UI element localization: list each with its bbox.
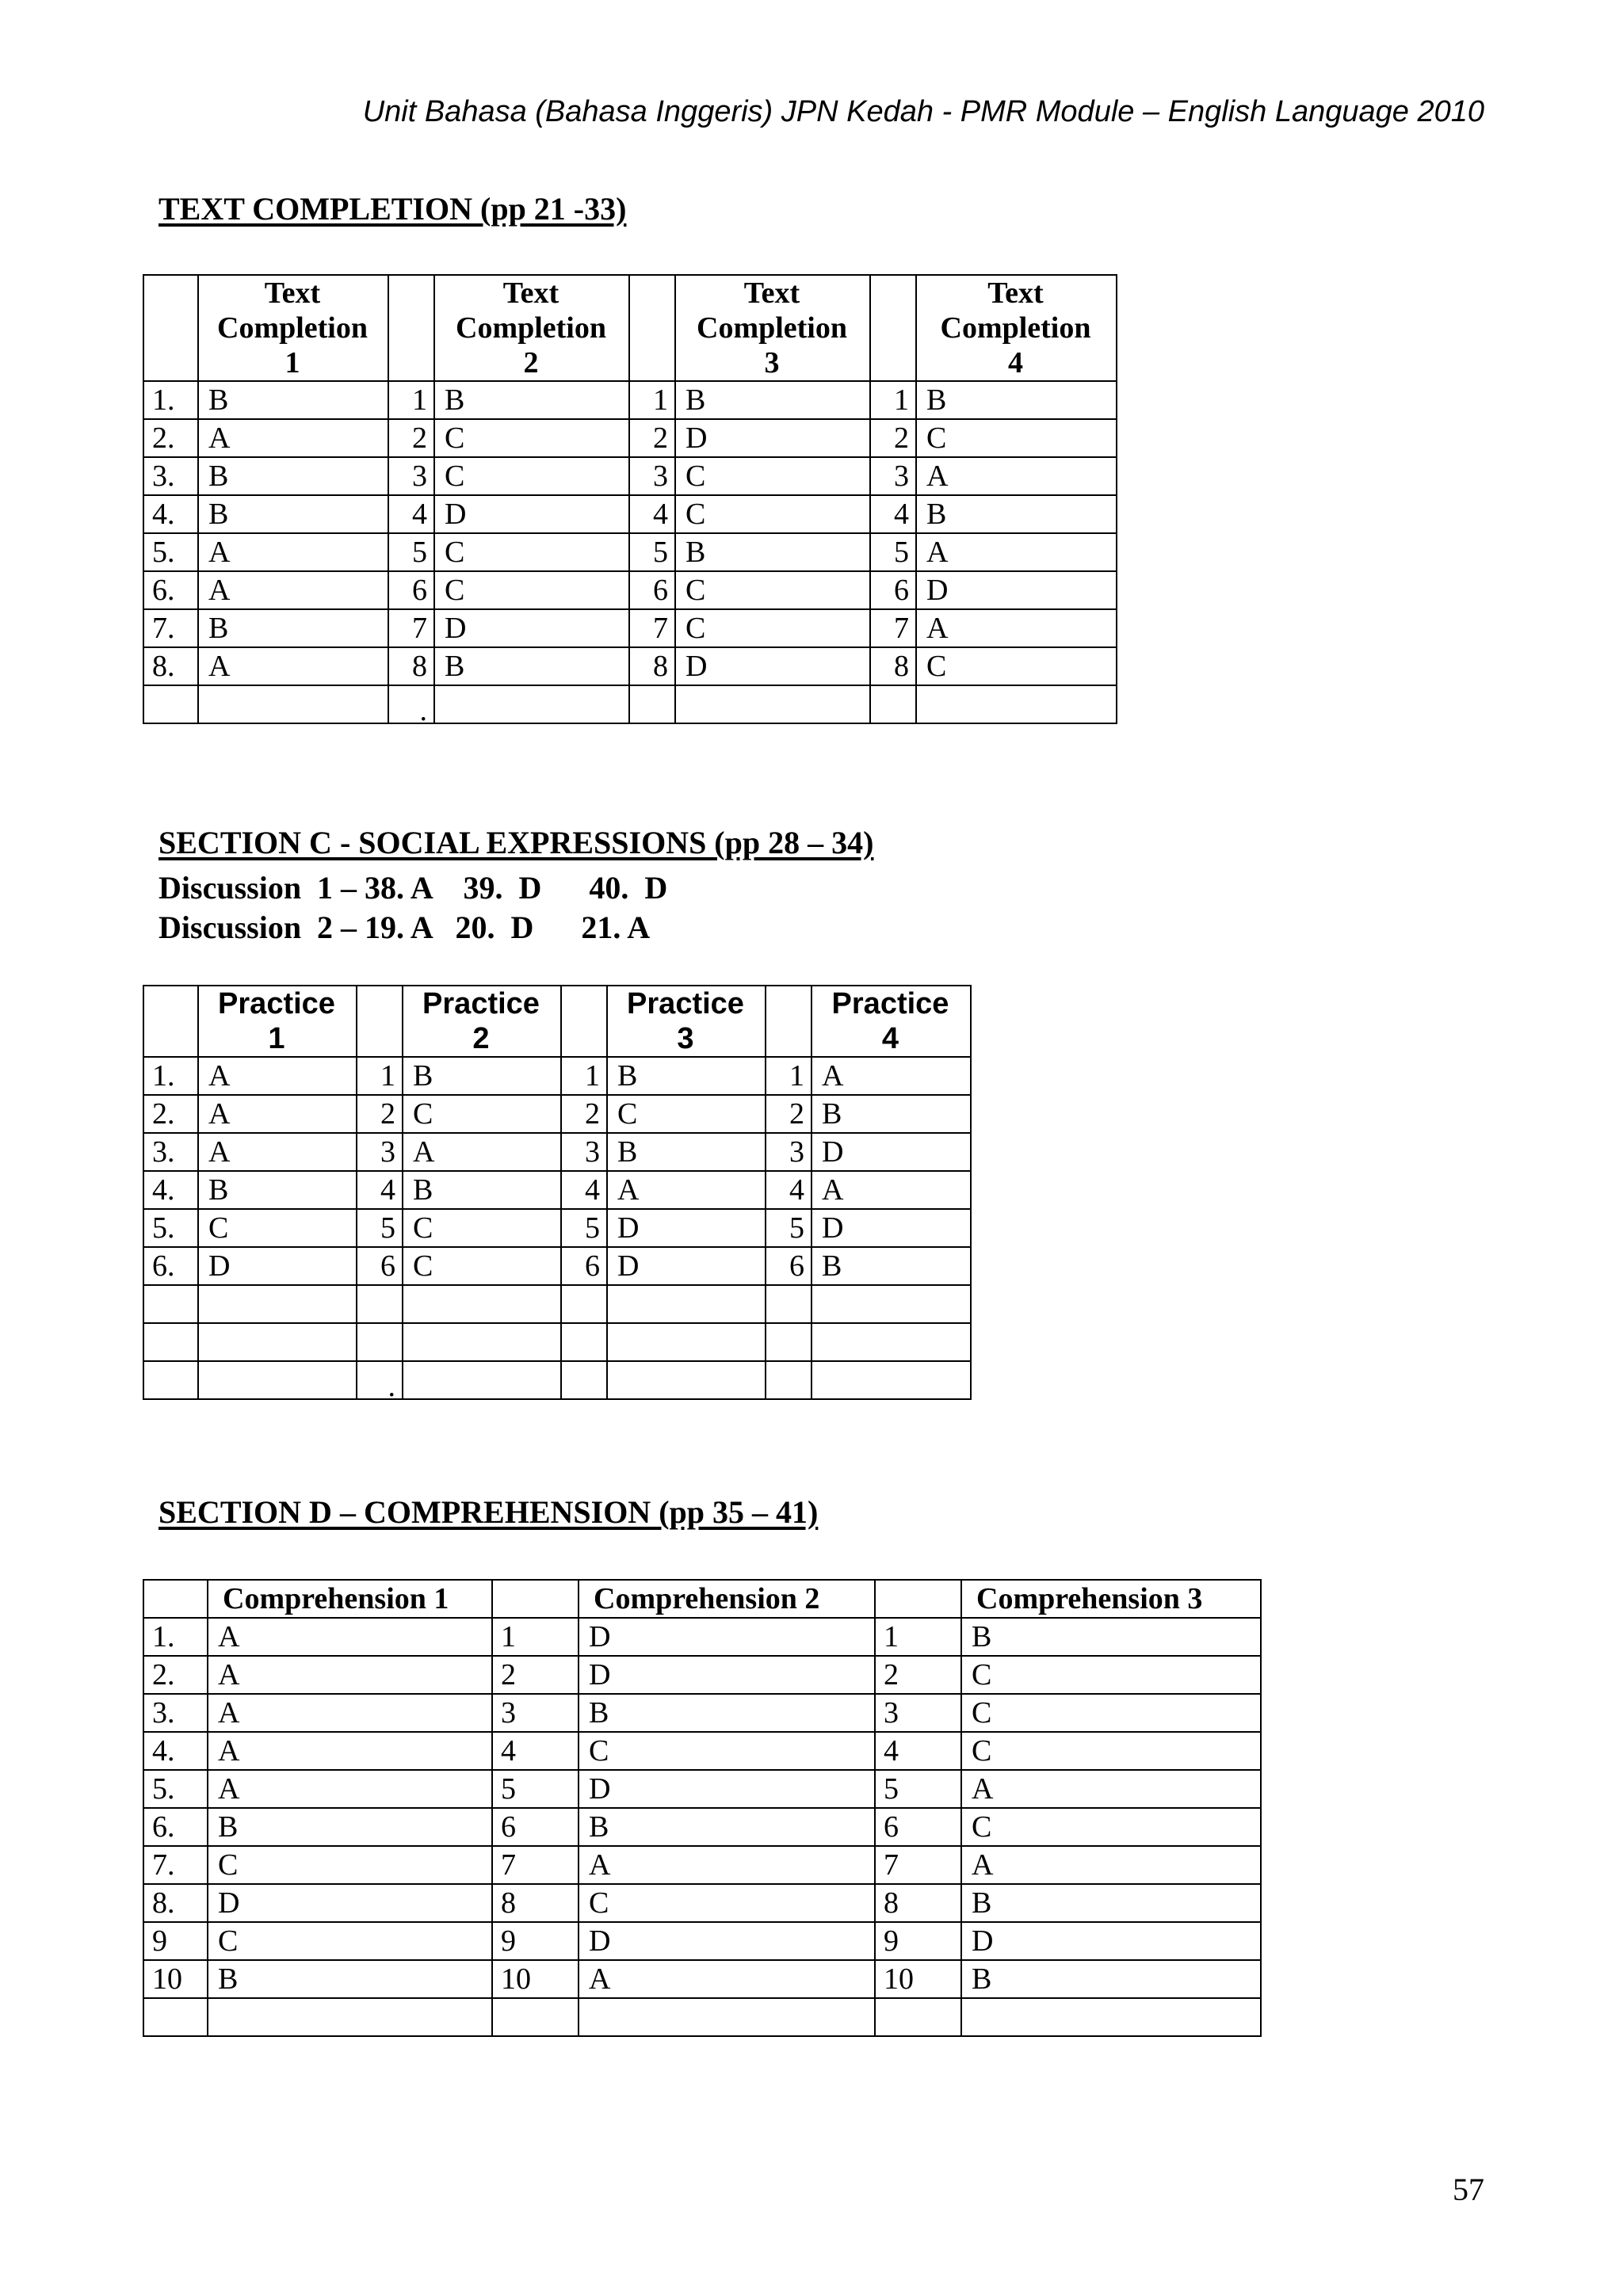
question-number-cell: 4 [357, 1171, 403, 1209]
question-number-cell: 3. [143, 1133, 198, 1171]
header-number-cell [143, 275, 198, 381]
column-header [198, 986, 357, 1057]
column-header-line: Text [264, 277, 321, 310]
header-number-cell [561, 986, 607, 1057]
question-number-cell: 6 [388, 571, 434, 609]
table-row [143, 1361, 971, 1399]
question-number-cell [870, 685, 916, 723]
answer-cell [607, 1285, 766, 1323]
question-number-cell: 6 [492, 1808, 579, 1846]
table-row [143, 495, 1117, 533]
answer-cell: A [208, 1732, 492, 1770]
answer-cell: C [675, 495, 870, 533]
answer-cell: A [916, 533, 1117, 571]
column-header-line: Completion [456, 311, 606, 345]
answer-cell: A [607, 1171, 766, 1209]
question-number-cell: 1. [143, 381, 198, 419]
column-header-line: 3 [764, 346, 780, 379]
question-number-cell [357, 1323, 403, 1361]
comprehension-header-row [143, 1580, 1261, 1618]
question-number-cell: 2. [143, 1095, 198, 1133]
question-number-cell [561, 1285, 607, 1323]
answer-cell: A [198, 533, 388, 571]
question-number-cell: 2 [561, 1095, 607, 1133]
answer-cell: B [675, 533, 870, 571]
table-row [143, 1770, 1261, 1808]
question-number-cell: 8. [143, 1884, 208, 1922]
text-completion-table [143, 274, 1117, 724]
text-completion-title: TEXT COMPLETION (pp 21 -33) [158, 191, 627, 227]
answer-cell: C [675, 609, 870, 647]
question-number-cell: 8 [870, 647, 916, 685]
answer-cell: B [198, 1171, 357, 1209]
table-row [143, 419, 1117, 457]
answer-cell: C [607, 1095, 766, 1133]
table-row [143, 1247, 971, 1285]
social-expressions-header-row [143, 986, 971, 1057]
question-number-cell: 6 [766, 1247, 812, 1285]
answer-cell: D [961, 1922, 1261, 1960]
question-number-cell: 1 [388, 381, 434, 419]
question-number-cell: 3. [143, 1694, 208, 1732]
answer-cell: D [675, 419, 870, 457]
question-number-cell: . [388, 685, 434, 723]
table-row [143, 1732, 1261, 1770]
table-row [143, 685, 1117, 723]
question-number-cell [143, 1323, 198, 1361]
answer-cell: A [198, 571, 388, 609]
column-header-line: Practice [218, 987, 335, 1020]
answer-cell: A [961, 1846, 1261, 1884]
answer-cell: B [812, 1095, 971, 1133]
running-header: Unit Bahasa (Bahasa Inggeris) JPN Kedah - PMR Module – English Language 2010 [362, 95, 1484, 128]
discussion-2-answers: Discussion 2 – 19. A 20. D 21. A [158, 910, 651, 945]
column-header-line: Text [743, 277, 800, 310]
question-number-cell: 7 [388, 609, 434, 647]
answer-cell: C [208, 1846, 492, 1884]
answer-cell: D [579, 1922, 875, 1960]
answer-cell: A [812, 1057, 971, 1095]
column-header-line: 1 [268, 1022, 285, 1055]
question-number-cell: 6 [870, 571, 916, 609]
answer-cell: C [434, 457, 629, 495]
answer-cell: A [208, 1656, 492, 1694]
question-number-cell: 2 [492, 1656, 579, 1694]
answer-cell: B [607, 1057, 766, 1095]
column-header [607, 986, 766, 1057]
answer-cell: B [579, 1808, 875, 1846]
answer-cell: A [916, 609, 1117, 647]
column-header [916, 275, 1117, 381]
question-number-cell: 7 [875, 1846, 961, 1884]
header-number-cell [766, 986, 812, 1057]
question-number-cell: 5. [143, 1770, 208, 1808]
question-number-cell: 4. [143, 1732, 208, 1770]
column-header-line: Completion [940, 311, 1091, 345]
question-number-cell [492, 1998, 579, 2036]
answer-cell: A [198, 419, 388, 457]
answer-cell [208, 1998, 492, 2036]
answer-cell [403, 1361, 561, 1399]
column-header-line: Text [987, 277, 1044, 310]
question-number-cell: 4 [561, 1171, 607, 1209]
answer-cell [198, 1323, 357, 1361]
table-row [143, 1209, 971, 1247]
answer-cell: A [208, 1694, 492, 1732]
table-row [143, 609, 1117, 647]
question-number-cell: 1 [561, 1057, 607, 1095]
table-row [143, 1618, 1261, 1656]
column-header-line: Text [502, 277, 559, 310]
question-number-cell [357, 1285, 403, 1323]
question-number-cell: 7 [870, 609, 916, 647]
question-number-cell: 6. [143, 1808, 208, 1846]
question-number-cell: 6 [875, 1808, 961, 1846]
table-row [143, 1998, 1261, 2036]
table-row [143, 533, 1117, 571]
answer-cell: D [579, 1618, 875, 1656]
column-header [675, 275, 870, 381]
answer-cell: C [403, 1247, 561, 1285]
question-number-cell: 3 [492, 1694, 579, 1732]
question-number-cell: 6. [143, 571, 198, 609]
question-number-cell: 5. [143, 1209, 198, 1247]
table-row [143, 1133, 971, 1171]
table-row [143, 457, 1117, 495]
question-number-cell: 6 [629, 571, 675, 609]
table-row [143, 1057, 971, 1095]
answer-cell: A [961, 1770, 1261, 1808]
question-number-cell: 1. [143, 1057, 198, 1095]
question-number-cell: 1. [143, 1618, 208, 1656]
answer-cell: A [198, 647, 388, 685]
question-number-cell: 3 [766, 1133, 812, 1171]
comprehension-table [143, 1579, 1262, 2037]
table-row [143, 1694, 1261, 1732]
answer-cell: D [579, 1656, 875, 1694]
header-number-cell [875, 1580, 961, 1618]
question-number-cell: 2 [629, 419, 675, 457]
question-number-cell: 1 [357, 1057, 403, 1095]
answer-cell: B [403, 1171, 561, 1209]
answer-cell: C [675, 571, 870, 609]
column-header-line: Practice [627, 987, 744, 1020]
answer-cell: D [607, 1247, 766, 1285]
header-number-cell [492, 1580, 579, 1618]
question-number-cell: 4. [143, 1171, 198, 1209]
table-row [143, 571, 1117, 609]
answer-cell: D [812, 1209, 971, 1247]
header-number-cell [388, 275, 434, 381]
column-header-line: 4 [1008, 346, 1023, 379]
answer-cell [675, 685, 870, 723]
question-number-cell: 6 [357, 1247, 403, 1285]
answer-cell: D [208, 1884, 492, 1922]
page-number: 57 [1453, 2172, 1484, 2207]
column-header: Comprehension 1 [208, 1580, 492, 1618]
question-number-cell: 1 [629, 381, 675, 419]
question-number-cell: 8 [875, 1884, 961, 1922]
answer-cell [607, 1323, 766, 1361]
table-row [143, 1095, 971, 1133]
column-header-line: 2 [472, 1022, 490, 1055]
column-header-line: Completion [217, 311, 368, 345]
answer-cell: B [208, 1960, 492, 1998]
answer-cell [812, 1323, 971, 1361]
answer-cell: C [961, 1808, 1261, 1846]
answer-cell: C [434, 533, 629, 571]
question-number-cell: 9 [875, 1922, 961, 1960]
column-header-line: 4 [881, 1022, 899, 1055]
column-header [812, 986, 971, 1057]
answer-cell: A [579, 1846, 875, 1884]
question-number-cell: 10 [492, 1960, 579, 1998]
column-header: Comprehension 2 [579, 1580, 875, 1618]
question-number-cell [766, 1361, 812, 1399]
question-number-cell: 5 [870, 533, 916, 571]
answer-cell: A [198, 1095, 357, 1133]
question-number-cell: 7. [143, 609, 198, 647]
question-number-cell: 5 [766, 1209, 812, 1247]
table-row [143, 1285, 971, 1323]
answer-cell: D [434, 495, 629, 533]
answer-cell: B [916, 381, 1117, 419]
table-row [143, 1171, 971, 1209]
answer-cell: B [403, 1057, 561, 1095]
column-header-line: Completion [697, 311, 847, 345]
answer-cell: C [961, 1694, 1261, 1732]
question-number-cell: 8 [388, 647, 434, 685]
answer-cell: B [198, 381, 388, 419]
social-expressions-table [143, 985, 972, 1400]
question-number-cell: 4. [143, 495, 198, 533]
answer-cell [198, 685, 388, 723]
question-number-cell: 5. [143, 533, 198, 571]
table-row [143, 1922, 1261, 1960]
answer-cell: B [675, 381, 870, 419]
column-header-line: 1 [285, 346, 300, 379]
question-number-cell: 1 [870, 381, 916, 419]
column-header: Comprehension 3 [961, 1580, 1261, 1618]
answer-cell: C [208, 1922, 492, 1960]
table-row [143, 1808, 1261, 1846]
question-number-cell: 4 [629, 495, 675, 533]
question-number-cell: 3. [143, 457, 198, 495]
question-number-cell: 4 [870, 495, 916, 533]
question-number-cell [143, 1998, 208, 2036]
answer-cell: B [434, 381, 629, 419]
answer-cell: C [434, 419, 629, 457]
question-number-cell: 3 [875, 1694, 961, 1732]
answer-cell: B [198, 609, 388, 647]
answer-cell: D [607, 1209, 766, 1247]
question-number-cell [143, 1361, 198, 1399]
question-number-cell: 2 [388, 419, 434, 457]
table-row [143, 647, 1117, 685]
table-row [143, 1656, 1261, 1694]
answer-cell: D [916, 571, 1117, 609]
answer-cell: A [208, 1770, 492, 1808]
question-number-cell [143, 685, 198, 723]
question-number-cell: 3 [629, 457, 675, 495]
question-number-cell: 10 [143, 1960, 208, 1998]
comprehension-title: SECTION D – COMPREHENSION (pp 35 – 41) [158, 1494, 819, 1530]
answer-cell: B [916, 495, 1117, 533]
answer-cell: C [198, 1209, 357, 1247]
answer-cell: B [434, 647, 629, 685]
answer-cell: A [812, 1171, 971, 1209]
question-number-cell: 9 [492, 1922, 579, 1960]
answer-cell: B [198, 495, 388, 533]
question-number-cell: 1 [875, 1618, 961, 1656]
answer-cell [916, 685, 1117, 723]
answer-cell [434, 685, 629, 723]
answer-cell: A [403, 1133, 561, 1171]
answer-cell: A [198, 1057, 357, 1095]
answer-cell [961, 1998, 1261, 2036]
question-number-cell: 8 [492, 1884, 579, 1922]
question-number-cell [766, 1323, 812, 1361]
question-number-cell: 2. [143, 1656, 208, 1694]
question-number-cell: 10 [875, 1960, 961, 1998]
question-number-cell: 8. [143, 647, 198, 685]
question-number-cell: 2 [870, 419, 916, 457]
answer-cell: C [579, 1732, 875, 1770]
column-header-line: Practice [831, 987, 949, 1020]
answer-cell: B [961, 1618, 1261, 1656]
table-row [143, 1846, 1261, 1884]
question-number-cell: 7 [492, 1846, 579, 1884]
question-number-cell [766, 1285, 812, 1323]
question-number-cell: 7 [629, 609, 675, 647]
answer-cell: B [208, 1808, 492, 1846]
question-number-cell [561, 1361, 607, 1399]
question-number-cell: 4 [388, 495, 434, 533]
answer-cell: B [961, 1884, 1261, 1922]
table-row [143, 1323, 971, 1361]
question-number-cell: 5 [357, 1209, 403, 1247]
answer-cell [812, 1285, 971, 1323]
question-number-cell: 2. [143, 419, 198, 457]
answer-cell [812, 1361, 971, 1399]
answer-cell: C [961, 1656, 1261, 1694]
answer-cell: C [916, 419, 1117, 457]
table-row [143, 381, 1117, 419]
question-number-cell: 3 [870, 457, 916, 495]
answer-cell [198, 1361, 357, 1399]
header-number-cell [357, 986, 403, 1057]
answer-cell [403, 1323, 561, 1361]
answer-cell: D [434, 609, 629, 647]
column-header [434, 275, 629, 381]
question-number-cell: 1 [492, 1618, 579, 1656]
answer-cell: C [916, 647, 1117, 685]
answer-cell: B [961, 1960, 1261, 1998]
column-header [403, 986, 561, 1057]
question-number-cell: 3 [388, 457, 434, 495]
question-number-cell: 6 [561, 1247, 607, 1285]
question-number-cell: 5 [561, 1209, 607, 1247]
column-header-line: Practice [422, 987, 540, 1020]
question-number-cell: 9 [143, 1922, 208, 1960]
question-number-cell: 5 [492, 1770, 579, 1808]
answer-cell: A [198, 1133, 357, 1171]
question-number-cell: 2 [357, 1095, 403, 1133]
answer-cell: B [198, 457, 388, 495]
discussion-1-answers: Discussion 1 – 38. A 39. D 40. D [158, 870, 668, 906]
question-number-cell: 8 [629, 647, 675, 685]
header-number-cell [143, 1580, 208, 1618]
question-number-cell: 1 [766, 1057, 812, 1095]
answer-cell: C [675, 457, 870, 495]
answer-cell: A [916, 457, 1117, 495]
answer-cell: D [579, 1770, 875, 1808]
answer-cell: B [579, 1694, 875, 1732]
question-number-cell: 5 [875, 1770, 961, 1808]
column-header [198, 275, 388, 381]
question-number-cell: 7. [143, 1846, 208, 1884]
question-number-cell [143, 1285, 198, 1323]
question-number-cell: 6. [143, 1247, 198, 1285]
answer-cell: C [403, 1209, 561, 1247]
answer-cell [403, 1285, 561, 1323]
answer-cell [579, 1998, 875, 2036]
question-number-cell: 4 [875, 1732, 961, 1770]
answer-cell: D [675, 647, 870, 685]
question-number-cell: 4 [766, 1171, 812, 1209]
answer-cell [198, 1285, 357, 1323]
question-number-cell [629, 685, 675, 723]
question-number-cell [561, 1323, 607, 1361]
question-number-cell: 4 [492, 1732, 579, 1770]
question-number-cell: 3 [561, 1133, 607, 1171]
column-header-line: 3 [677, 1022, 694, 1055]
header-number-cell [870, 275, 916, 381]
answer-cell: C [403, 1095, 561, 1133]
column-header-line: 2 [523, 346, 539, 379]
social-expressions-title: SECTION C - SOCIAL EXPRESSIONS (pp 28 – 34) [158, 825, 874, 860]
answer-cell: A [208, 1618, 492, 1656]
answer-cell: C [579, 1884, 875, 1922]
question-number-cell: 5 [388, 533, 434, 571]
question-number-cell: 2 [766, 1095, 812, 1133]
answer-cell: D [198, 1247, 357, 1285]
answer-cell: A [579, 1960, 875, 1998]
answer-cell [607, 1361, 766, 1399]
table-row [143, 1960, 1261, 1998]
answer-cell: C [434, 571, 629, 609]
table-row [143, 1884, 1261, 1922]
answer-cell: B [607, 1133, 766, 1171]
answer-cell: C [961, 1732, 1261, 1770]
answer-cell: D [812, 1133, 971, 1171]
question-number-cell [875, 1998, 961, 2036]
question-number-cell: 3 [357, 1133, 403, 1171]
header-number-cell [143, 986, 198, 1057]
question-number-cell: 5 [629, 533, 675, 571]
header-number-cell [629, 275, 675, 381]
text-completion-header-row [143, 275, 1117, 381]
question-number-cell: . [357, 1361, 403, 1399]
answer-cell: B [812, 1247, 971, 1285]
question-number-cell: 2 [875, 1656, 961, 1694]
